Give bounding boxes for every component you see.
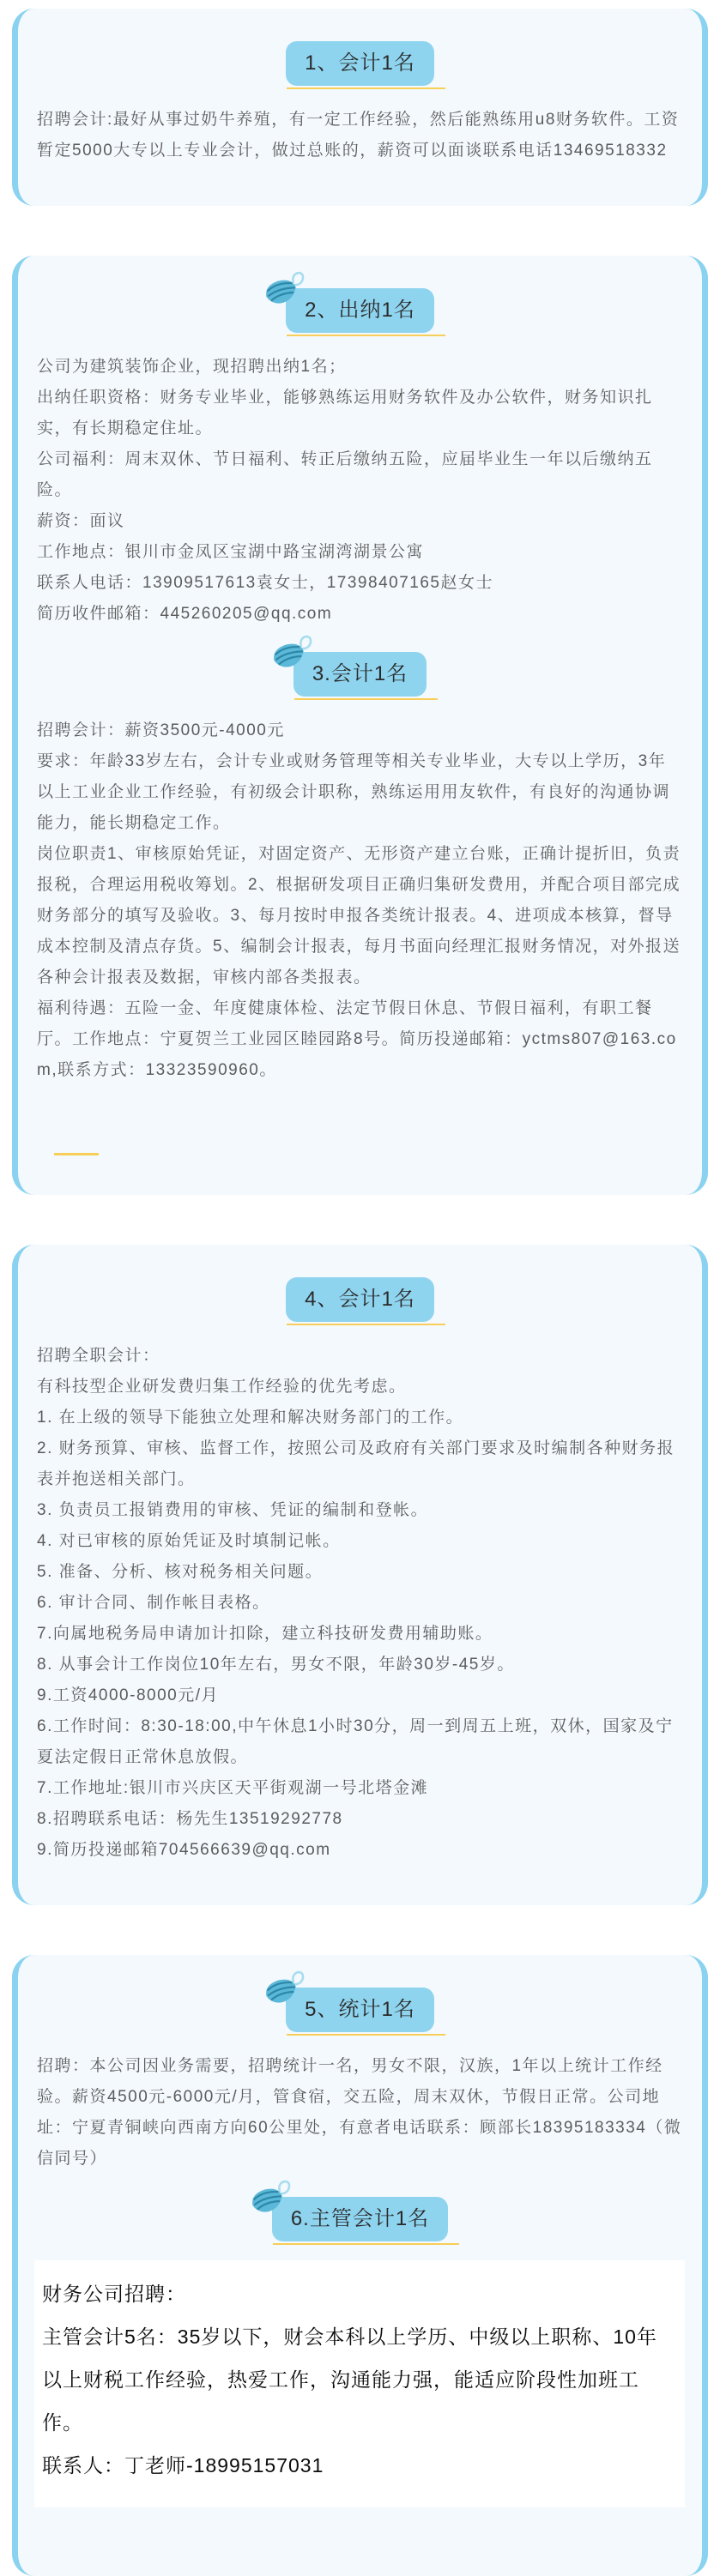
badge-underline bbox=[287, 2034, 445, 2036]
badge-underline bbox=[273, 2243, 459, 2245]
section-5-header bbox=[18, 1988, 702, 2032]
badge-underline bbox=[287, 1324, 445, 1325]
badge-wrap bbox=[286, 1277, 434, 1322]
job-paragraph: 出纳任职资格：财务专业毕业，能够熟练运用财务软件及办公软件，财务知识扎实，有长期稳定住址。 bbox=[37, 389, 653, 437]
job-paragraph: 福利待遇：五险一金、年度健康体检、法定节假日休息、节假日福利，有职工餐厅。工作地点：宁夏贺兰工业园区睦园路8号。简历投递邮箱：yctms807@163.com,联系方式：13323590960。 bbox=[37, 999, 677, 1079]
job-paragraph: 7.向属地税务局申请加计扣除，建立科技研发费用辅助账。 bbox=[37, 1625, 493, 1643]
job-paragraph: 招聘会计：薪资3500元-4000元 bbox=[37, 721, 285, 739]
job-paragraph: 联系人：丁老师-18995157031 bbox=[42, 2454, 324, 2476]
face-mask-icon bbox=[263, 268, 307, 309]
job-paragraph: 公司福利：周末双休、节日福利、转正后缴纳五险，应届毕业生一年以后缴纳五险。 bbox=[37, 450, 653, 499]
section-3-header bbox=[18, 652, 702, 697]
section-5-badge: 5、统计1名 bbox=[286, 1988, 434, 2032]
badge-wrap bbox=[286, 1988, 434, 2032]
job-paragraph: 有科技型企业研发费归集工作经验的优先考虑。 bbox=[37, 1378, 407, 1396]
job-card-2 bbox=[12, 256, 708, 1195]
section-2-header bbox=[18, 288, 702, 333]
job-paragraph: 工作地点：银川市金凤区宝湖中路宝湖湾湖景公寓 bbox=[37, 543, 425, 561]
section-3-badge: 3.会计1名 bbox=[293, 652, 427, 697]
badge-underline bbox=[287, 87, 445, 89]
job-paragraph: 招聘：本公司因业务需要，招聘统计一名，男女不限，汉族，1年以上统计工作经验。薪资4500元-6000元/月，管食宿，交五险，周末双休，节假日正常。公司地址：宁夏青铜峡向西南方向60公里处，有意者电话联系：顾部长18395183334（微信同号） bbox=[37, 2057, 682, 2168]
highlight-box bbox=[34, 2260, 685, 2507]
job-paragraph: 2. 财务预算、审核、监督工作，按照公司及政府有关部门要求及时编制各种财务报表并抱送相关部门。 bbox=[37, 1439, 675, 1488]
job-paragraph: 招聘全职会计： bbox=[37, 1347, 160, 1365]
job-paragraph: 薪资：面议 bbox=[37, 512, 125, 530]
section-4-header bbox=[18, 1277, 702, 1322]
section-6-header bbox=[18, 2197, 702, 2241]
job-paragraph: 简历收件邮箱：445260205@qq.com bbox=[37, 605, 333, 623]
job-paragraph: 岗位职责1、审核原始凭证，对固定资产、无形资产建立台账，正确计提折旧，负责报税，合理运用税收筹划。2、根据研发项目正确归集研发费用，并配合项目部完成财务部分的填写及验收。3、每月按时申报各类统计报表。4、进项成本核算，督导成本控制及清点存货。5、编制会计报表，每月书面向经理汇报财务情况，对外报送各种会计报表及数据，审核内部各类报表。 bbox=[37, 845, 681, 986]
job-paragraph: 6.工作时间：8:30-18:00,中午休息1小时30分，周一到周五上班，双休，国家及宁夏法定假日正常休息放假。 bbox=[37, 1717, 674, 1766]
job-paragraph: 5. 准备、分析、核对税务相关问题。 bbox=[37, 1563, 324, 1581]
job-paragraph: 要求：年龄33岁左右，会计专业或财务管理等相关专业毕业，大专以上学历，3年以上工业企业工作经验，有初级会计职称，熟练运用用友软件，有良好的沟通协调能力，能长期稳定工作。 bbox=[37, 752, 671, 832]
job-paragraph: 4. 对已审核的原始凭证及时填制记帐。 bbox=[37, 1532, 341, 1550]
section-4-badge: 4、会计1名 bbox=[286, 1277, 434, 1322]
job-paragraph: 9.简历投递邮箱704566639@qq.com bbox=[37, 1841, 331, 1859]
job-paragraph: 联系人电话：13909517613袁女士，17398407165赵女士 bbox=[37, 574, 493, 592]
job-card-1 bbox=[12, 9, 708, 206]
face-mask-icon bbox=[249, 2176, 293, 2217]
section-6-badge: 6.主管会计1名 bbox=[272, 2197, 448, 2241]
job-card-4 bbox=[12, 1955, 708, 2576]
job-paragraph: 1. 在上级的领导下能独立处理和解决财务部门的工作。 bbox=[37, 1409, 464, 1427]
job-paragraph: 6. 审计合同、制作帐目表格。 bbox=[37, 1594, 270, 1612]
face-mask-icon bbox=[263, 1967, 307, 2008]
badge-underline bbox=[294, 698, 438, 700]
yellow-dash-decoration bbox=[54, 1153, 99, 1155]
job-card-3 bbox=[12, 1245, 708, 1905]
badge-underline bbox=[287, 335, 445, 336]
job-paragraph: 3. 负责员工报销费用的审核、凭证的编制和登帐。 bbox=[37, 1501, 429, 1519]
badge-wrap bbox=[293, 652, 427, 697]
section-2-badge: 2、出纳1名 bbox=[286, 288, 434, 333]
badge-wrap bbox=[286, 288, 434, 333]
job-paragraph: 9.工资4000-8000元/月 bbox=[37, 1686, 219, 1704]
badge-wrap bbox=[272, 2197, 448, 2241]
section-1-badge: 1、会计1名 bbox=[286, 41, 434, 86]
badge-wrap bbox=[286, 41, 434, 86]
section-1-header bbox=[18, 41, 702, 86]
job-paragraph: 8.招聘联系电话：杨先生13519292778 bbox=[37, 1810, 343, 1828]
job-paragraph: 主管会计5名：35岁以下，财会本科以上学历、中级以上职称、10年以上财税工作经验，热爱工作，沟通能力强，能适应阶段性加班工作。 bbox=[42, 2326, 657, 2434]
job-paragraph: 财务公司招聘： bbox=[42, 2283, 186, 2305]
job-paragraph: 8. 从事会计工作岗位10年左右，男女不限，年龄30岁-45岁。 bbox=[37, 1656, 515, 1674]
face-mask-icon bbox=[270, 631, 315, 673]
job-paragraph: 招聘会计:最好从事过奶牛养殖，有一定工作经验，然后能熟练用u8财务软件。工资暂定5000大专以上专业会计，做过总账的，薪资可以面谈联系电话13469518332 bbox=[37, 111, 680, 160]
job-paragraph: 公司为建筑装饰企业，现招聘出纳1名； bbox=[37, 358, 347, 376]
job-paragraph: 7.工作地址:银川市兴庆区天平街观湖一号北塔金滩 bbox=[37, 1779, 429, 1797]
